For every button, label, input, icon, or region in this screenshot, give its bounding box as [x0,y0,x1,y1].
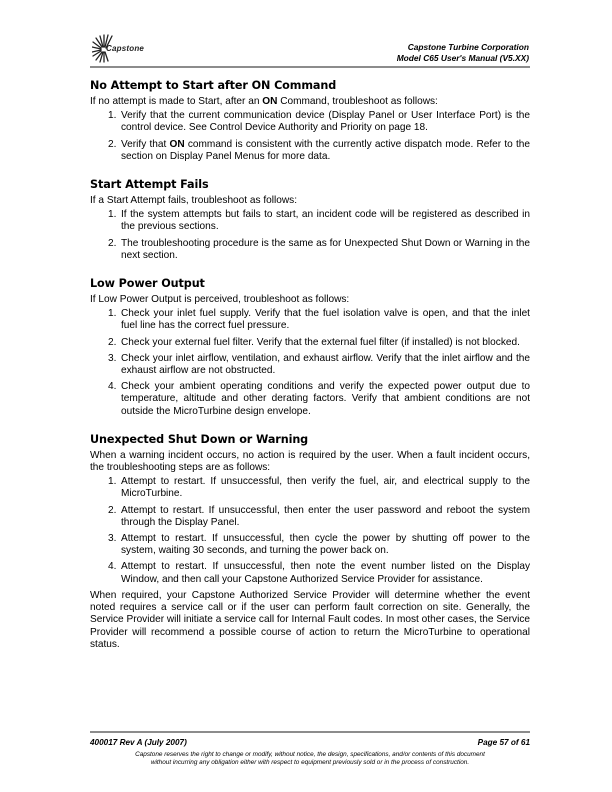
list-item [90,308,530,332]
section-intro [90,96,530,108]
item-number: 1. [108,476,117,488]
list-item [90,353,530,377]
item-number: 3. [108,352,117,364]
list-item [90,505,530,529]
item-text: Attempt to restart. If unsuccessful, then enter the user password and reboot the system through the Display Panel. [121,504,530,528]
section-heading: Low Power Output [90,277,205,291]
step-list [90,308,530,418]
capstone-logo [92,33,152,63]
item-text: Check your ambient operating conditions and verify the expected power output due to temperature, altitude and other derating factors. Verify that ambient conditions are not outside the MicroTurbine design envelope. [121,381,530,417]
intro-text: If no attempt is made to Start, after an [90,96,263,107]
item-text: command is consistent with the currently active dispatch mode. Refer to the section on Display Panel Menus for more data. [121,138,530,162]
list-item [90,337,530,349]
section-intro: When a warning incident occurs, no action is required by the user. When a fault incident occurs, the troubleshooting steps are as follows: [90,449,530,474]
item-number: 4. [108,561,117,573]
footer-disclaimer [90,751,530,768]
list-item [90,110,530,134]
section-intro: If a Start Attempt fails, troubleshoot as follows: [90,195,298,207]
closing-paragraph: When required, your Capstone Authorized Service Provider will determine whether the event noted requires a service call or if the user can perform fault correction on site. Generally, the Service Provider will initiate a service call for Internal Fault codes. In most other cases, the Service Provider will recommend a possible course of action to return the MicroTurbine to operational status. [90,589,530,650]
disclaimer-line: Capstone reserves the right to change or modify, without notice, the design, specifications, and/or contents of this document [135,751,485,758]
header-divider [90,66,530,68]
item-text: Check your external fuel filter. Verify that the external fuel filter (if installed) is not blocked. [121,336,520,348]
item-number: 1. [108,110,117,122]
section-heading: Unexpected Shut Down or Warning [90,432,309,446]
section-intro: If Low Power Output is perceived, troubleshoot as follows: [90,294,350,306]
step-list [90,110,530,163]
section-low-power-output [90,277,530,418]
company-name: Capstone Turbine Corporation [407,42,529,52]
item-number: 2. [108,336,117,348]
running-header [397,42,529,64]
list-item [90,238,530,262]
list-item [90,533,530,557]
item-text: Attempt to restart. If unsuccessful, then cycle the power by shutting off power to the system, waiting 30 seconds, and turning the power back on. [121,533,530,557]
item-text: If the system attempts but fails to start, an incident code will be registered as described in the previous sections. [121,209,530,233]
list-item [90,476,530,500]
item-text: Attempt to restart. If unsuccessful, then note the event number listed on the Display Window, and then call your Capstone Authorized Service Provider for assistance. [121,561,530,585]
section-no-attempt-to-start [90,79,530,163]
document-revision: 400017 Rev A (July 2007) [90,738,187,747]
intro-text: Command, troubleshoot as follows: [277,96,438,107]
intro-bold: ON [262,96,278,107]
item-text: The troubleshooting procedure is the same as for Unexpected Shut Down or Warning in the next section. [121,237,530,261]
section-start-attempt-fails [90,178,530,262]
item-text: Check your inlet airflow, ventilation, and exhaust airflow. Verify that the inlet airflow and the exhaust airflow are not obstructed. [121,352,530,377]
page-body [90,79,530,666]
item-number: 1. [108,209,117,221]
item-text: Attempt to restart. If unsuccessful, then verify the fuel, air, and electrical supply to the MicroTurbine. [121,476,530,500]
list-item [90,209,530,233]
item-text: Verify that [121,138,170,150]
page-number: Page 57 of 61 [477,738,530,747]
footer-divider [90,731,530,733]
item-number: 1. [108,308,117,320]
item-text: Check your inlet fuel supply. Verify that the fuel isolation valve is open, and that the inlet fuel line has the correct fuel pressure. [121,308,530,332]
list-item [90,561,530,585]
item-number: 2. [108,237,117,249]
item-text: Verify that the current communication device (Display Panel or User Interface Port) is the control device. See Control Device Authority and Priority on page 18. [121,110,530,134]
disclaimer-line: without incurring any obligation either with respect to equipment previously sold or in the process of construction. [150,759,470,767]
step-list [90,209,530,262]
manual-title: Model C65 User's Manual (V5.XX) [396,53,529,63]
list-item [90,381,530,418]
item-number: 2. [108,504,117,516]
logo-wordmark: Capstone [106,44,145,53]
section-heading: Start Attempt Fails [90,178,209,192]
section-heading: No Attempt to Start after ON Command [90,79,337,92]
item-number: 2. [108,138,117,150]
item-bold: ON [169,138,185,150]
list-item [90,139,530,163]
item-number: 4. [108,381,117,393]
step-list [90,476,530,586]
item-number: 3. [108,533,117,545]
section-unexpected-shut-down [90,433,530,651]
